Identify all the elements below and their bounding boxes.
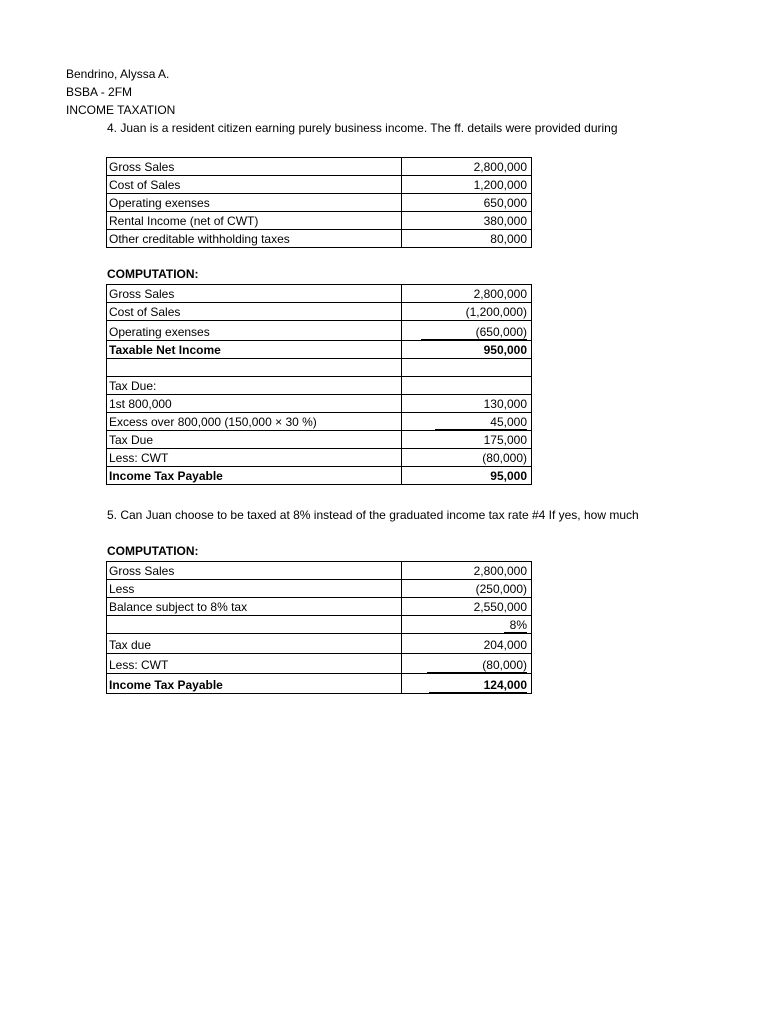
table-row — [107, 359, 532, 377]
table-row — [107, 158, 532, 176]
row-label: Operating exenses — [107, 321, 402, 341]
row-value: 950,000 — [402, 341, 532, 359]
table-row — [107, 413, 532, 431]
row-label — [107, 616, 402, 634]
row-value: 380,000 — [402, 212, 532, 230]
row-value — [402, 321, 532, 341]
student-name: Bendrino, Alyssa A. — [66, 67, 170, 81]
row-label: Taxable Net Income — [107, 341, 402, 359]
row-label: Cost of Sales — [107, 176, 402, 194]
row-label: Tax due — [107, 634, 402, 654]
row-value — [402, 377, 532, 395]
q4-details-table — [106, 157, 532, 248]
row-value — [402, 413, 532, 431]
table-row — [107, 212, 532, 230]
row-label: Operating exenses — [107, 194, 402, 212]
row-label: Tax Due: — [107, 377, 402, 395]
table-row — [107, 616, 532, 634]
question-4-text: 4. Juan is a resident citizen earning purely business income. The ff. details were provided during — [107, 121, 618, 135]
table-row — [107, 230, 532, 248]
row-value: 1,200,000 — [402, 176, 532, 194]
table-row — [107, 431, 532, 449]
row-label: Balance subject to 8% tax — [107, 598, 402, 616]
row-value: 175,000 — [402, 431, 532, 449]
subject-title: INCOME TAXATION — [66, 103, 176, 117]
row-label: Tax Due — [107, 431, 402, 449]
row-value: 80,000 — [402, 230, 532, 248]
table-row — [107, 634, 532, 654]
row-value: 95,000 — [402, 467, 532, 485]
table-row — [107, 176, 532, 194]
underlined-amount: (650,000) — [421, 325, 527, 340]
row-value: (80,000) — [402, 449, 532, 467]
row-label: Cost of Sales — [107, 303, 402, 321]
row-label: Income Tax Payable — [107, 467, 402, 485]
table-row — [107, 194, 532, 212]
row-value — [402, 654, 532, 674]
row-label: Gross Sales — [107, 285, 402, 303]
row-value: (250,000) — [402, 580, 532, 598]
table-row — [107, 654, 532, 674]
table-row — [107, 377, 532, 395]
underlined-amount: 8% — [504, 618, 527, 633]
q5-computation-table — [106, 561, 532, 694]
row-label: Less: CWT — [107, 449, 402, 467]
underlined-amount: (80,000) — [427, 658, 527, 673]
row-label: Other creditable withholding taxes — [107, 230, 402, 248]
table-row — [107, 321, 532, 341]
table-row — [107, 341, 532, 359]
row-value — [402, 359, 532, 377]
course-section: BSBA - 2FM — [66, 85, 133, 99]
row-value: 2,800,000 — [402, 562, 532, 580]
row-value: 2,800,000 — [402, 158, 532, 176]
row-label: Excess over 800,000 (150,000 × 30 %) — [107, 413, 402, 431]
row-label: Less — [107, 580, 402, 598]
double-underlined-amount: 124,000 — [429, 678, 527, 694]
question-5-text: 5. Can Juan choose to be taxed at 8% instead of the graduated income tax rate #4 If yes, how much — [107, 508, 639, 522]
underlined-amount: 45,000 — [435, 415, 527, 430]
row-value: (1,200,000) — [402, 303, 532, 321]
table-row — [107, 285, 532, 303]
table-row — [107, 395, 532, 413]
row-value: 204,000 — [402, 634, 532, 654]
table-row — [107, 467, 532, 485]
row-label: Less: CWT — [107, 654, 402, 674]
table-row — [107, 580, 532, 598]
table-row — [107, 674, 532, 694]
q5-computation-heading: COMPUTATION: — [107, 544, 199, 558]
row-value: 2,550,000 — [402, 598, 532, 616]
row-value: 2,800,000 — [402, 285, 532, 303]
row-value — [402, 674, 532, 694]
row-label — [107, 359, 402, 377]
row-value: 650,000 — [402, 194, 532, 212]
table-row — [107, 303, 532, 321]
row-label: 1st 800,000 — [107, 395, 402, 413]
row-label: Rental Income (net of CWT) — [107, 212, 402, 230]
row-label: Gross Sales — [107, 158, 402, 176]
row-label: Gross Sales — [107, 562, 402, 580]
row-value — [402, 616, 532, 634]
row-label: Income Tax Payable — [107, 674, 402, 694]
row-value: 130,000 — [402, 395, 532, 413]
table-row — [107, 562, 532, 580]
table-row — [107, 449, 532, 467]
table-row — [107, 598, 532, 616]
q4-computation-table — [106, 284, 532, 485]
q4-computation-heading: COMPUTATION: — [107, 267, 199, 281]
